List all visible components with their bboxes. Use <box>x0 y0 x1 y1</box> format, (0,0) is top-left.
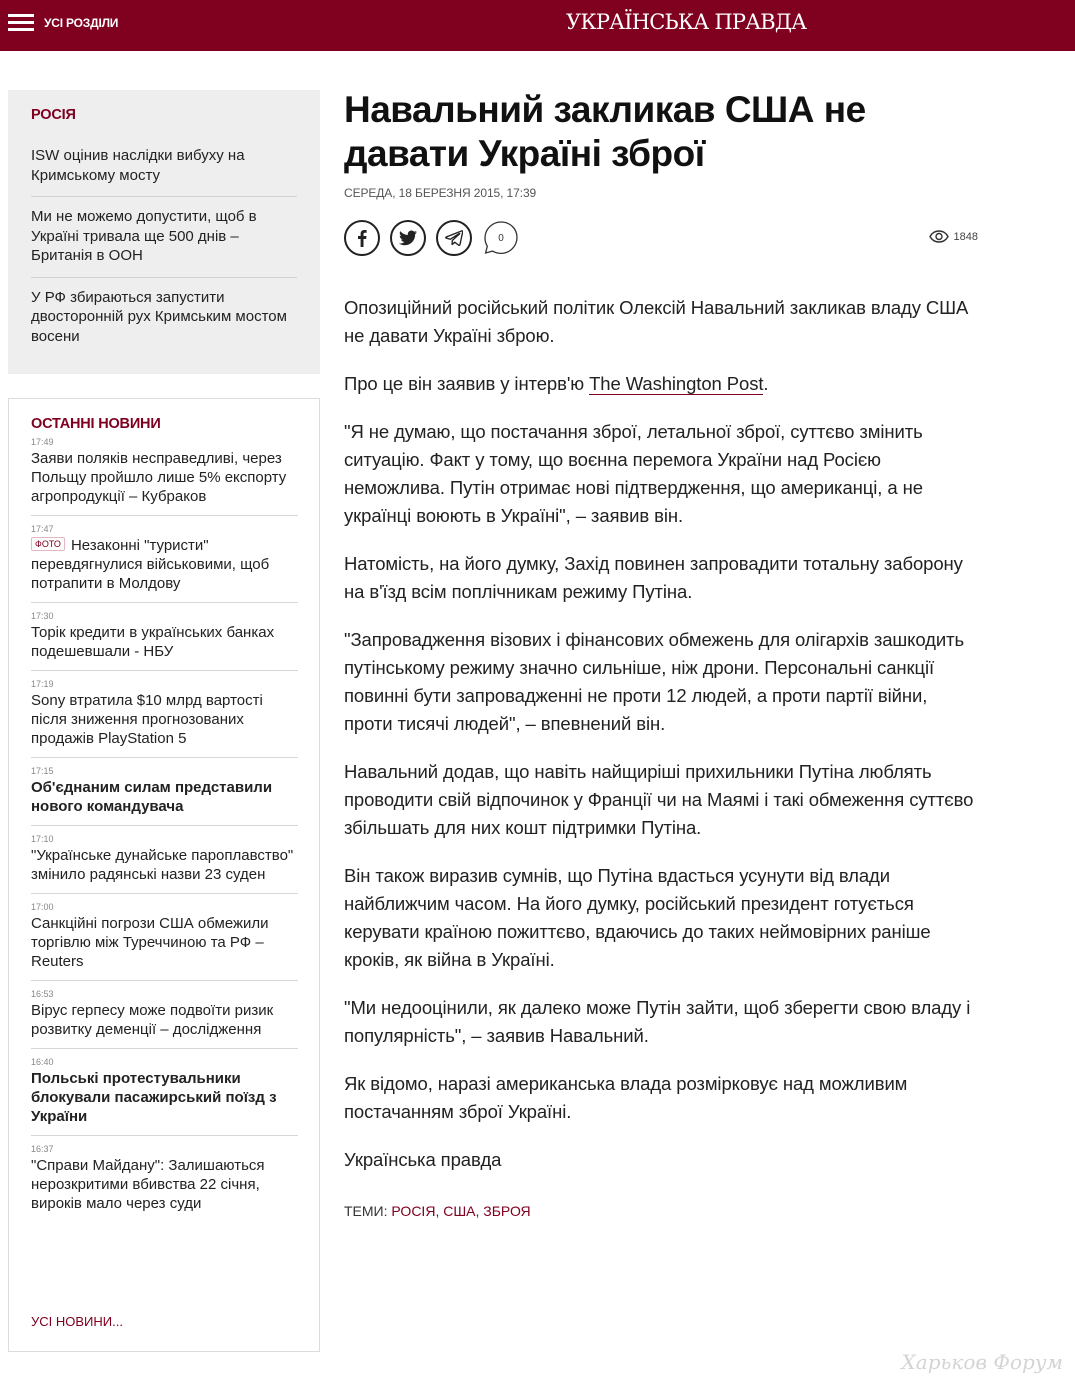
article-paragraph: Натомість, на його думку, Захід повинен запровадити тотальну заборону на в'їзд всім поплічникам режиму Путіна. <box>344 553 963 602</box>
twitter-share-button[interactable] <box>390 220 426 256</box>
news-item <box>31 766 298 826</box>
sidebar-latest-news-box <box>8 398 320 1352</box>
news-item <box>31 1057 298 1136</box>
washington-post-link[interactable]: The Washington Post <box>589 373 764 394</box>
news-link[interactable]: Торік кредити в українських банках подешевшали - НБУ <box>31 624 275 660</box>
news-time: 16:37 <box>31 1144 54 1154</box>
news-item <box>31 1144 298 1222</box>
news-time: 17:47 <box>31 524 54 534</box>
article-paragraph: Опозиційний російський політик Олексій Навальний закликав владу США не давати Україні зброю. <box>344 297 969 346</box>
paragraph-text: Про це він заявив у інтерв'ю <box>344 373 590 394</box>
latest-news-title[interactable]: ОСТАННІ НОВИНИ <box>31 416 161 432</box>
site-logo[interactable]: УКРАЇНСЬКА ПРАВДА <box>566 10 807 34</box>
news-item <box>31 437 298 516</box>
russia-news-link[interactable]: ISW оцінив наслідки вибуху на Кримському мосту <box>31 147 245 184</box>
telegram-share-button[interactable] <box>436 220 472 256</box>
themes-label: ТЕМИ: <box>344 1203 392 1219</box>
russia-news-list <box>31 146 297 367</box>
article-paragraph: "Ми недооцінили, як далеко може Путін зайти, щоб зберегти свою владу і популярність", – заявив Навальний. <box>344 997 971 1046</box>
paragraph-text: . <box>763 373 769 394</box>
news-item <box>31 902 298 981</box>
news-time: 17:19 <box>31 679 54 689</box>
all-sections-menu-button[interactable] <box>8 14 118 32</box>
news-link[interactable]: Sony втратила $10 млрд вартості після зниження прогнозованих продажів PlayStation 5 <box>31 692 263 747</box>
facebook-share-button[interactable] <box>344 220 380 256</box>
eye-icon <box>929 230 949 243</box>
article-paragraph: Навальний додав, що навіть найщиріші прихильники Путіна люблять проводити свій відпочинок у Франції чи на Маямі і такі обмеження суттєво збільшать для них кошт підтримки Путіна. <box>344 761 974 838</box>
news-link-text: Незаконні "туристи" перевдягнулися військовими, щоб потрапити в Молдову <box>31 537 270 592</box>
theme-link-weapons[interactable]: ЗБРОЯ <box>483 1203 531 1219</box>
news-link[interactable]: Санкційні погрози США обмежили торгівлю між Туреччиною та РФ – Reuters <box>31 915 269 970</box>
views-count: 1848 <box>953 230 978 243</box>
list-item <box>31 146 297 197</box>
news-item <box>31 834 298 894</box>
news-link[interactable] <box>31 536 298 593</box>
news-time: 16:40 <box>31 1057 54 1067</box>
news-item <box>31 989 298 1049</box>
news-time: 17:10 <box>31 834 54 844</box>
news-item <box>31 679 298 758</box>
news-time: 16:53 <box>31 989 54 999</box>
news-time: 17:15 <box>31 766 54 776</box>
news-time: 17:49 <box>31 437 54 447</box>
article <box>344 88 980 1219</box>
all-news-link[interactable]: УСІ НОВИНИ... <box>31 1314 123 1329</box>
article-body <box>344 294 980 1174</box>
watermark: Харьков Форум <box>901 1350 1063 1374</box>
russia-news-link[interactable]: У РФ збираються запустити двосторонній рух Кримським мостом восени <box>31 288 287 345</box>
article-paragraph: "Я не думаю, що постачання зброї, летальної зброї, суттєво змінить ситуацію. Факт у тому, що воєнна перемога України над Росією неможлива. Путін отримає нові підтвердження, що американці, а не українці воюють в Україні", – заявив він. <box>344 421 923 526</box>
telegram-icon <box>445 230 463 246</box>
news-link[interactable]: Заяви поляків несправедливі, через Польщу пройшло лише 5% експорту агропродукції – Кубраков <box>31 450 287 505</box>
views-counter <box>929 230 978 243</box>
latest-news-list <box>31 437 298 1230</box>
twitter-icon <box>399 230 417 246</box>
news-link[interactable]: "Українське дунайське пароплавство" змінило радянські назви 23 суден <box>31 847 294 883</box>
russia-section-title[interactable]: РОСІЯ <box>31 107 76 123</box>
news-item <box>31 524 298 603</box>
news-item <box>31 611 298 671</box>
photo-badge: ФОТО <box>31 537 65 551</box>
news-time: 17:00 <box>31 902 54 912</box>
article-date: СЕРЕДА, 18 БЕРЕЗНЯ 2015, 17:39 <box>344 186 537 200</box>
article-source: Українська правда <box>344 1149 502 1170</box>
top-header <box>0 0 1075 51</box>
news-link[interactable]: "Справи Майдану": Залишаються нерозкритими вбивства 22 січня, вироків мало через суди <box>31 1157 265 1212</box>
comments-button[interactable] <box>483 220 519 256</box>
news-time: 17:30 <box>31 611 54 621</box>
article-paragraph: "Запровадження візових і фінансових обмежень для олігархів зашкодить путінському режиму значно сильніше, ніж дрони. Персональні санкції повинні бути запровадженні не проти 12 людей, а проти партії війни, проти тисячі людей", – впевнений він. <box>344 629 964 734</box>
sidebar-russia-box <box>8 90 320 374</box>
theme-link-russia[interactable]: РОСІЯ <box>391 1203 436 1219</box>
news-link[interactable]: Польські протестувальники блокували пасажирський поїзд з України <box>31 1070 277 1125</box>
news-link[interactable]: Об'єднаним силам представили нового командувача <box>31 779 273 815</box>
list-item <box>31 288 297 358</box>
article-paragraph: Як відомо, наразі американська влада розмірковує над можливим постачанням зброї Україні. <box>344 1073 908 1122</box>
comments-count: 0 <box>498 232 504 244</box>
hamburger-icon <box>8 14 34 32</box>
article-paragraph: Він також виразив сумнів, що Путіна вдасться усунути від влади найближчим часом. На його думку, російський президент готується керувати країною пожиттєво, вдаючись до таких неймовірних раніше кроків, як війна в Україні. <box>344 865 931 970</box>
facebook-icon <box>354 229 370 247</box>
article-title: Навальний закликав США не давати Україні зброї <box>344 89 866 174</box>
russia-news-link[interactable]: Ми не можемо допустити, щоб в Україні тривала ще 500 днів – Британія в ООН <box>31 208 257 264</box>
news-link[interactable]: Вірус герпесу може подвоїти ризик розвитку деменції – дослідження <box>31 1002 274 1038</box>
article-paragraph <box>344 370 980 398</box>
menu-label: УСІ РОЗДІЛИ <box>44 16 119 30</box>
theme-link-usa[interactable]: США <box>443 1203 476 1219</box>
article-themes: ТЕМИ: РОСІЯ, США, ЗБРОЯ <box>344 1203 531 1219</box>
list-item <box>31 207 297 278</box>
share-row <box>344 220 980 258</box>
